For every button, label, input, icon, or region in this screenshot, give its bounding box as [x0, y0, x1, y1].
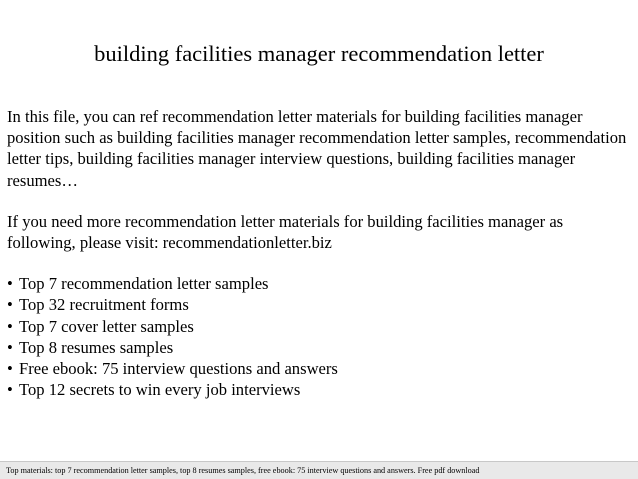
bullet-icon: •: [7, 316, 13, 336]
bullet-icon: •: [7, 274, 13, 294]
bullet-icon: •: [7, 359, 13, 379]
list-item-text: Top 32 recruitment forms: [19, 295, 189, 315]
list-item-text: Top 7 recommendation letter samples: [19, 274, 269, 294]
list-item-text: Top 12 secrets to win every job interviews: [19, 380, 301, 400]
intro-paragraph: In this file, you can ref recommendation letter materials for building facilities manager position such as building facilities manager recommendation letter samples, recommendation letter tips, building facilities manager interview questions, building facilities manager resumes…: [7, 107, 627, 190]
list-item-text: Top 7 cover letter samples: [19, 316, 194, 336]
list-item: [7, 316, 635, 337]
visit-paragraph: If you need more recommendation letter materials for building facilities manager as following, please visit: recommendationletter.biz: [7, 211, 564, 253]
footer-bar: [0, 461, 638, 479]
list-item-text: Top 8 resumes samples: [19, 337, 174, 357]
bullet-icon: •: [7, 295, 13, 315]
bullet-icon: •: [7, 337, 13, 357]
list-item: [7, 379, 635, 400]
list-item: [7, 294, 635, 315]
footer-text: Top materials: top 7 recommendation letter samples, top 8 resumes samples, free ebook: 75 interview questions and answers. Free pdf download: [6, 466, 480, 475]
list-item-text: Free ebook: 75 interview questions and answers: [19, 359, 338, 379]
materials-list: [7, 273, 635, 400]
list-item: [7, 358, 635, 379]
list-item: [7, 273, 635, 294]
bullet-icon: •: [7, 380, 13, 400]
page-title: building facilities manager recommendation letter: [94, 41, 544, 66]
document-body: [7, 106, 635, 400]
list-item: [7, 337, 635, 358]
